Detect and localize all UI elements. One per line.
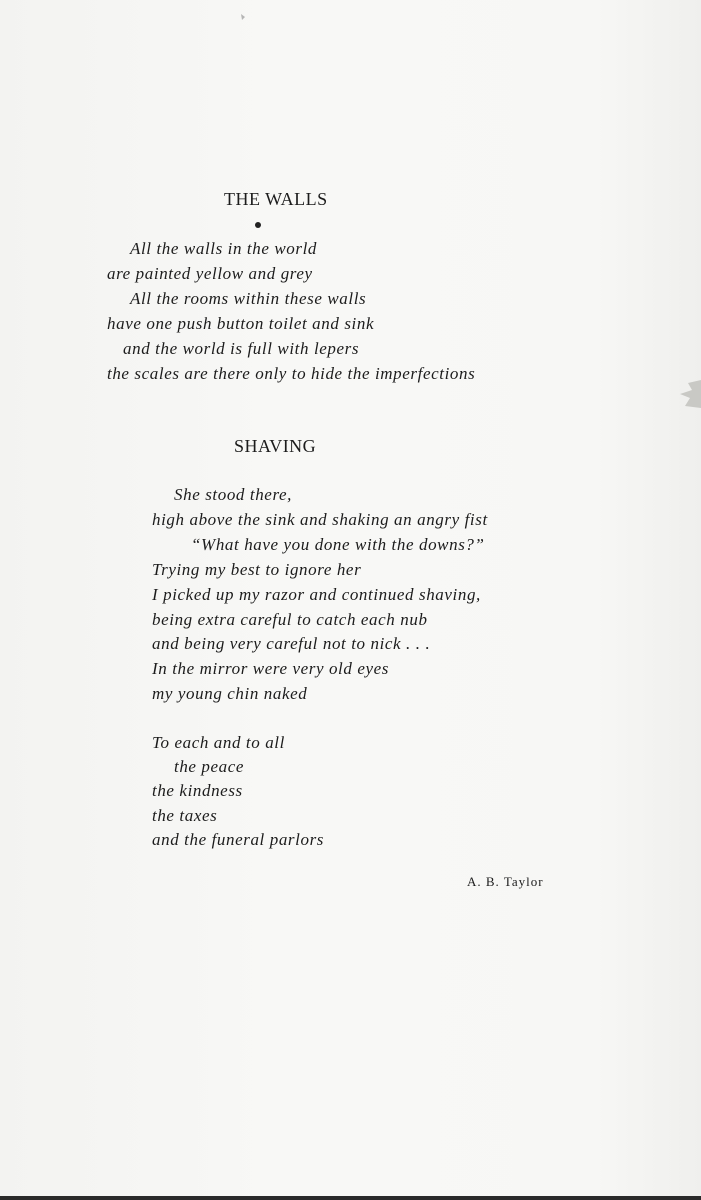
poem-line: and the world is full with lepers (123, 339, 360, 358)
poem-line: All the rooms within these walls (130, 289, 367, 308)
poem-line: the taxes (152, 806, 218, 825)
poem-line: the scales are there only to hide the imperfections (107, 364, 476, 383)
poem-title-shaving: SHAVING (234, 436, 317, 456)
poem-line: have one push button toilet and sink (107, 314, 375, 333)
poem-line: She stood there, (174, 485, 293, 504)
poem-line: and being very careful not to nick . . . (152, 634, 431, 653)
poem-line: “What have you done with the downs?” (191, 535, 485, 554)
poem-line: the peace (174, 757, 245, 776)
poem-line: To each and to all (152, 733, 285, 752)
poem-title-walls: THE WALLS (224, 189, 328, 209)
poem-line: are painted yellow and grey (107, 264, 313, 283)
paper-speck (241, 14, 245, 20)
poem-line: In the mirror were very old eyes (152, 659, 389, 678)
poem-line: Trying my best to ignore her (152, 560, 362, 579)
poem-line: I picked up my razor and continued shaving, (152, 585, 481, 604)
author-signature: A. B. Taylor (467, 874, 544, 889)
page-edge-tear (678, 380, 701, 408)
poem-line: being extra careful to catch each nub (152, 610, 428, 629)
poem-line: the kindness (152, 781, 243, 800)
poem-line: my young chin naked (152, 684, 308, 703)
poem-line: and the funeral parlors (152, 830, 324, 849)
poem-line: high above the sink and shaking an angry fist (152, 510, 488, 529)
page-bottom-edge (0, 1196, 701, 1200)
title-ornament-dot (255, 222, 261, 228)
poem-line: All the walls in the world (130, 239, 318, 258)
